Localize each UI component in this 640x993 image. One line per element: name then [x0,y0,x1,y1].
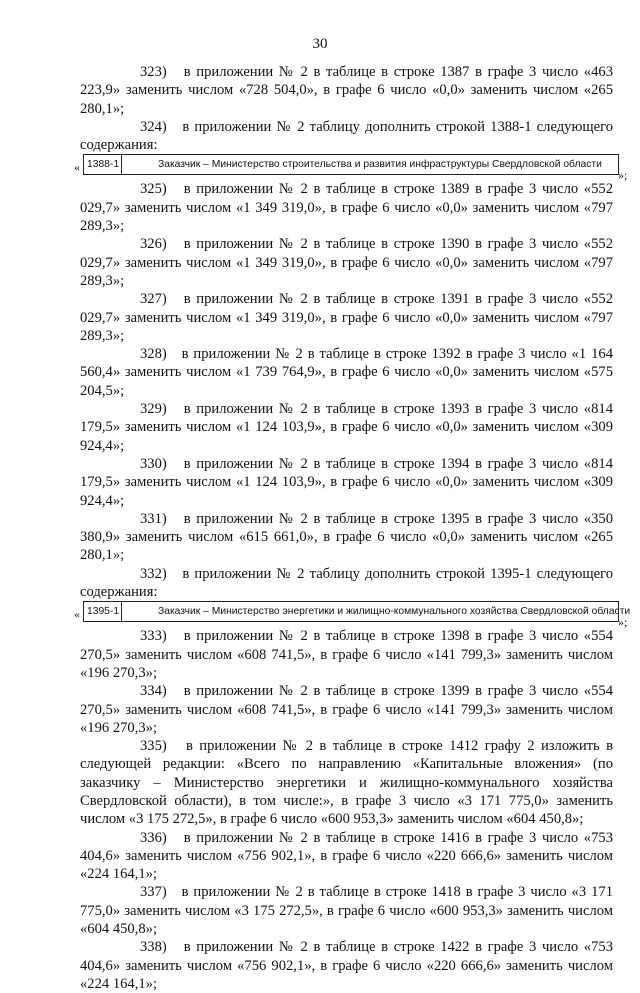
row-label-cell: Заказчик – Министерство энергетики и жилищно-коммунального хозяйства Свердловской области [158,606,631,618]
paragraph-325: 325) в приложении № 2 в таблице в строке 1389 в графе 3 число «552 029,7» заменить числом «1 349 319,0», в графе 6 число «0,0» заменить числом «797 289,3»; [80,181,613,235]
page-number: 30 [312,36,328,52]
paragraph-326: 326) в приложении № 2 в таблице в строке 1390 в графе 3 число «552 029,7» заменить числом «1 349 319,0», в графе 6 число «0,0» заменить числом «797 289,3»; [80,236,613,289]
close-quote: »; [618,615,628,630]
paragraph-336: 336) в приложении № 2 в таблице в строке 1416 в графе 3 число «753 404,6» заменить числом «756 902,1», в графе 6 число «220 666,6» заменить числом «224 164,1»; [80,829,613,883]
inserted-table-row [83,601,631,622]
row-code-cell: 1388-1 [84,155,122,174]
paragraph-338: 338) в приложении № 2 в таблице в строке 1422 в графе 3 число «753 404,6» заменить числом «756 902,1», в графе 6 число «220 666,6» заменить числом «224 164,1»; [80,939,613,992]
inserted-row-1388-1 [74,154,628,183]
paragraph-331: 331) в приложении № 2 в таблице в строке 1395 в графе 3 число «350 380,9» заменить числом «615 661,0», в графе 6 число «0,0» заменить числом «265 280,1»; [80,510,613,564]
open-quote: « [74,160,80,175]
inserted-row-1395-1 [74,601,631,630]
paragraph-329: 329) в приложении № 2 в таблице в строке 1393 в графе 3 число «814 179,5» заменить числом «1 124 103,9», в графе 6 число «0,0» заменить числом «309 924,4»; [80,401,613,454]
paragraph-332: 332) в приложении № 2 таблицу дополнить строкой 1395-1 следующего содержания: [80,565,613,601]
close-quote: »; [618,168,628,183]
row-code-cell: 1395-1 [84,602,122,621]
document-body [74,63,631,993]
open-quote: « [74,607,80,622]
paragraph-327: 327) в приложении № 2 в таблице в строке 1391 в графе 3 число «552 029,7» заменить числом «1 349 319,0», в графе 6 число «0,0» заменить числом «797 289,3»; [80,291,613,344]
row-label-cell: Заказчик – Министерство строительства и развития инфраструктуры Свердловской области [158,159,602,171]
paragraph-333: 333) в приложении № 2 в таблице в строке 1398 в графе 3 число «554 270,5» заменить числом «608 741,5», в графе 6 число «141 799,3» заменить числом «196 270,3»; [80,628,613,681]
inserted-table-row [83,154,619,175]
paragraph-334: 334) в приложении № 2 в таблице в строке 1399 в графе 3 число «554 270,5» заменить числом «608 741,5», в графе 6 число «141 799,3» заменить числом «196 270,3»; [80,683,613,736]
paragraph-328: 328) в приложении № 2 в таблице в строке 1392 в графе 3 число «1 164 560,4» заменить числом «1 739 764,9», в графе 6 число «0,0» заменить числом «575 204,5»; [80,346,613,399]
paragraph-335: 335) в приложении № 2 в таблице в строке 1412 графу 2 изложить в следующей редакции: «Всего по направлению «Капитальные вложения» (по заказчику – Министерство энергетики и жилищно-коммунального хозяйства Свердловской области), в том числе:», в графе 3 число «3 171 775,0» заменить числом «3 175 272,5», в графе 6 число «600 953,3» заменить числом «604 450,8»; [80,738,613,828]
paragraph-337: 337) в приложении № 2 в таблице в строке 1418 в графе 3 число «3 171 775,0» заменить числом «3 175 272,5», в графе 6 число «600 953,3» заменить числом «604 450,8»; [80,884,613,938]
paragraph-330: 330) в приложении № 2 в таблице в строке 1394 в графе 3 число «814 179,5» заменить числом «1 124 103,9», в графе 6 число «0,0» заменить числом «309 924,4»; [80,455,613,509]
paragraph-323: 323) в приложении № 2 в таблице в строке 1387 в графе 3 число «463 223,9» заменить числом «728 504,0», в графе 6 число «0,0» заменить числом «265 280,1»; [80,64,613,117]
paragraph-324: 324) в приложении № 2 таблицу дополнить строкой 1388-1 следующего содержания: [80,118,613,154]
